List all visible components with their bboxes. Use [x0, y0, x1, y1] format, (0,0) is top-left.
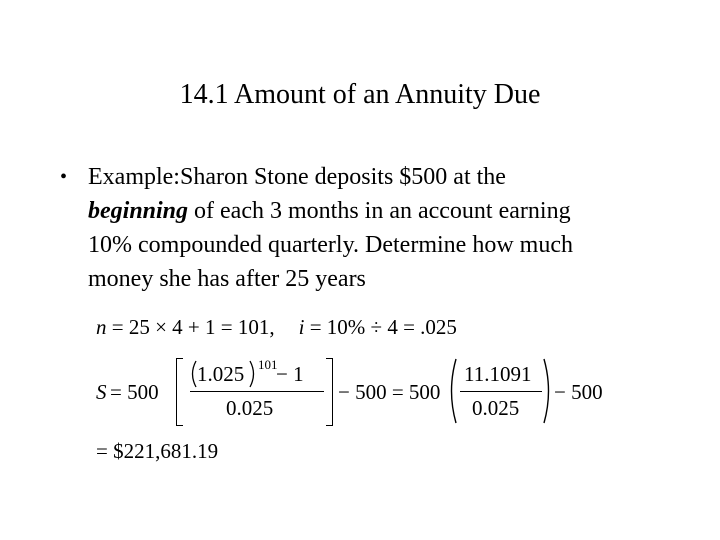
denominator-right: 0.025 — [472, 396, 520, 420]
minus-500-equals-500: − 500 = 500 — [338, 380, 441, 404]
numerator-base: 1.025 — [197, 362, 245, 386]
equation-n-and-i — [96, 312, 457, 342]
numerator-right: 11.1091 — [464, 362, 532, 386]
bullet-text — [88, 160, 688, 296]
equation-annuity-due-amount — [96, 358, 656, 428]
equation-result: = $221,681.19 — [96, 439, 219, 463]
bullet-line-2 — [88, 194, 688, 228]
bullet-line-2-rest: of each 3 months in an account earning — [188, 198, 571, 224]
open-big-paren — [446, 358, 458, 424]
left-square-bracket — [176, 358, 183, 426]
variable-i: i — [298, 315, 305, 339]
minus-500-tail: − 500 — [554, 380, 603, 404]
emphasis-beginning: beginning — [88, 198, 189, 224]
i-expression: = 10% ÷ 4 = .025 — [304, 315, 457, 339]
variable-n: n — [96, 315, 107, 339]
close-big-paren — [542, 358, 554, 424]
slide-title: 14.1 Amount of an Annuity Due — [179, 79, 541, 110]
numerator-exponent: 101 — [258, 357, 278, 372]
bullet-line-4: money she has after 25 years — [88, 266, 366, 292]
close-paren — [248, 360, 258, 388]
numerator-minus-one: − 1 — [276, 362, 304, 386]
equals-500-left: = 500 — [110, 380, 159, 404]
n-expression: = 25 × 4 + 1 = 101, — [106, 315, 275, 339]
bullet-line-3: 10% compounded quarterly. Determine how much — [88, 232, 573, 258]
bullet-marker: • — [60, 166, 68, 188]
right-square-bracket — [326, 358, 333, 426]
denominator-left: 0.025 — [226, 396, 274, 420]
fraction-bar-right — [460, 391, 542, 392]
fraction-bar-left — [190, 391, 324, 392]
variable-S: S — [96, 380, 107, 404]
bullet-line-1: Example:Sharon Stone deposits $500 at the — [88, 164, 506, 190]
